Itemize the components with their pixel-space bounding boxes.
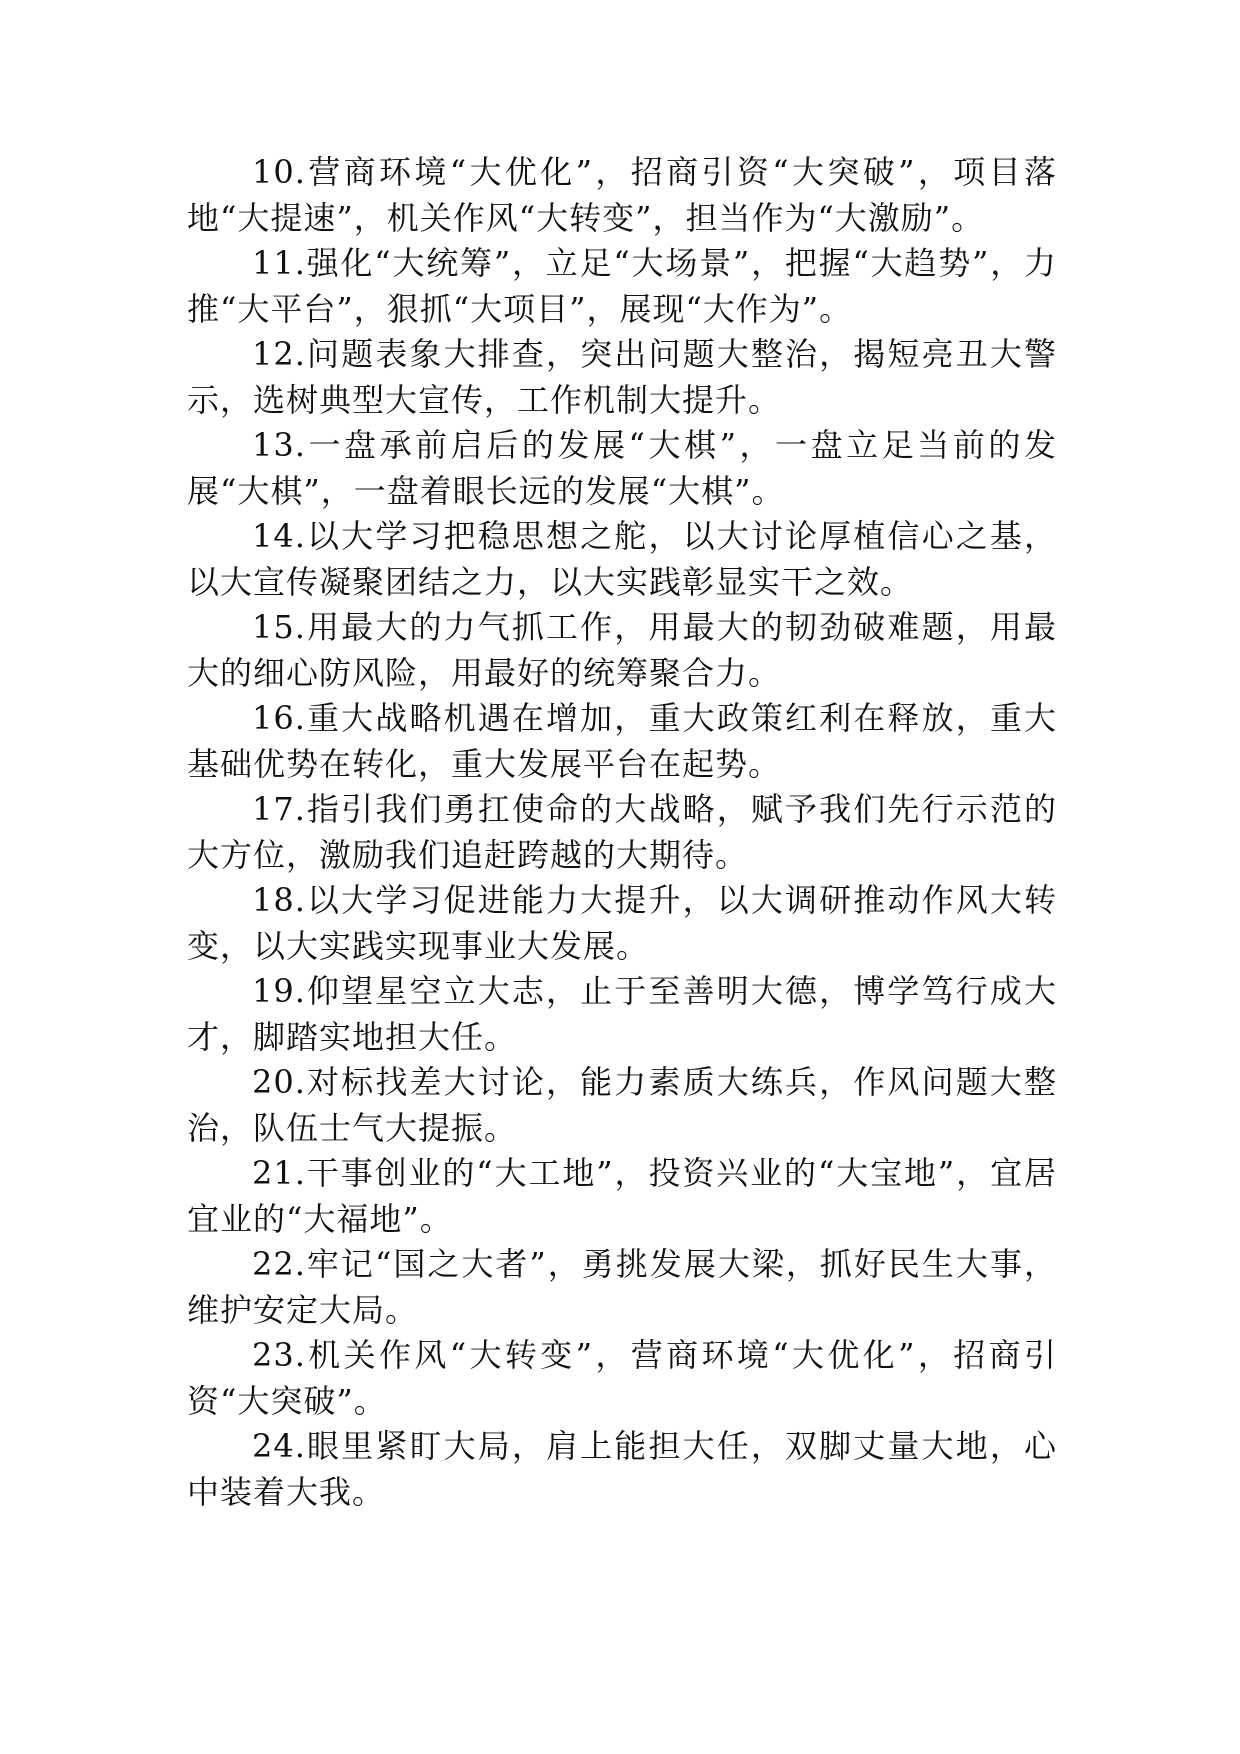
paragraph-12: 12.问题表象大排查，突出问题大整治，揭短亮丑大警示，选树典型大宣传，工作机制大提升。 [187, 335, 1057, 419]
paragraph-15: 15.用最大的力气抓工作，用最大的韧劲破难题，用最大的细心防风险，用最好的统筹聚合力。 [187, 608, 1057, 692]
paragraph-13: 13.一盘承前启后的发展“大棋”，一盘立足当前的发展“大棋”，一盘着眼长远的发展“大棋”。 [187, 426, 1057, 510]
paragraph-20: 20.对标找差大讨论，能力素质大练兵，作风问题大整治，队伍士气大提振。 [187, 1063, 1057, 1147]
paragraph-11: 11.强化“大统筹”，立足“大场景”，把握“大趋势”，力推“大平台”，狠抓“大项目”，展现“大作为”。 [187, 244, 1057, 328]
paragraph-17: 17.指引我们勇扛使命的大战略，赋予我们先行示范的大方位，激励我们追赶跨越的大期待。 [187, 790, 1057, 874]
paragraph-19: 19.仰望星空立大志，止于至善明大德，博学笃行成大才，脚踏实地担大任。 [187, 972, 1057, 1056]
paragraph-18: 18.以大学习促进能力大提升，以大调研推动作风大转变，以大实践实现事业大发展。 [187, 881, 1057, 965]
document-body [187, 150, 1057, 1515]
paragraph-10: 10.营商环境“大优化”，招商引资“大突破”，项目落地“大提速”，机关作风“大转变”，担当作为“大激励”。 [187, 153, 1057, 237]
paragraph-22: 22.牢记“国之大者”，勇挑发展大梁，抓好民生大事，维护安定大局。 [187, 1245, 1057, 1329]
paragraph-24: 24.眼里紧盯大局，肩上能担大任，双脚丈量大地，心中装着大我。 [187, 1427, 1057, 1511]
paragraph-14: 14.以大学习把稳思想之舵，以大讨论厚植信心之基，以大宣传凝聚团结之力，以大实践彰显实干之效。 [187, 517, 1057, 601]
paragraph-16: 16.重大战略机遇在增加，重大政策红利在释放，重大基础优势在转化，重大发展平台在起势。 [187, 699, 1057, 783]
paragraph-23: 23.机关作风“大转变”，营商环境“大优化”，招商引资“大突破”。 [187, 1336, 1057, 1420]
paragraph-21: 21.干事创业的“大工地”，投资兴业的“大宝地”，宜居宜业的“大福地”。 [187, 1154, 1057, 1238]
